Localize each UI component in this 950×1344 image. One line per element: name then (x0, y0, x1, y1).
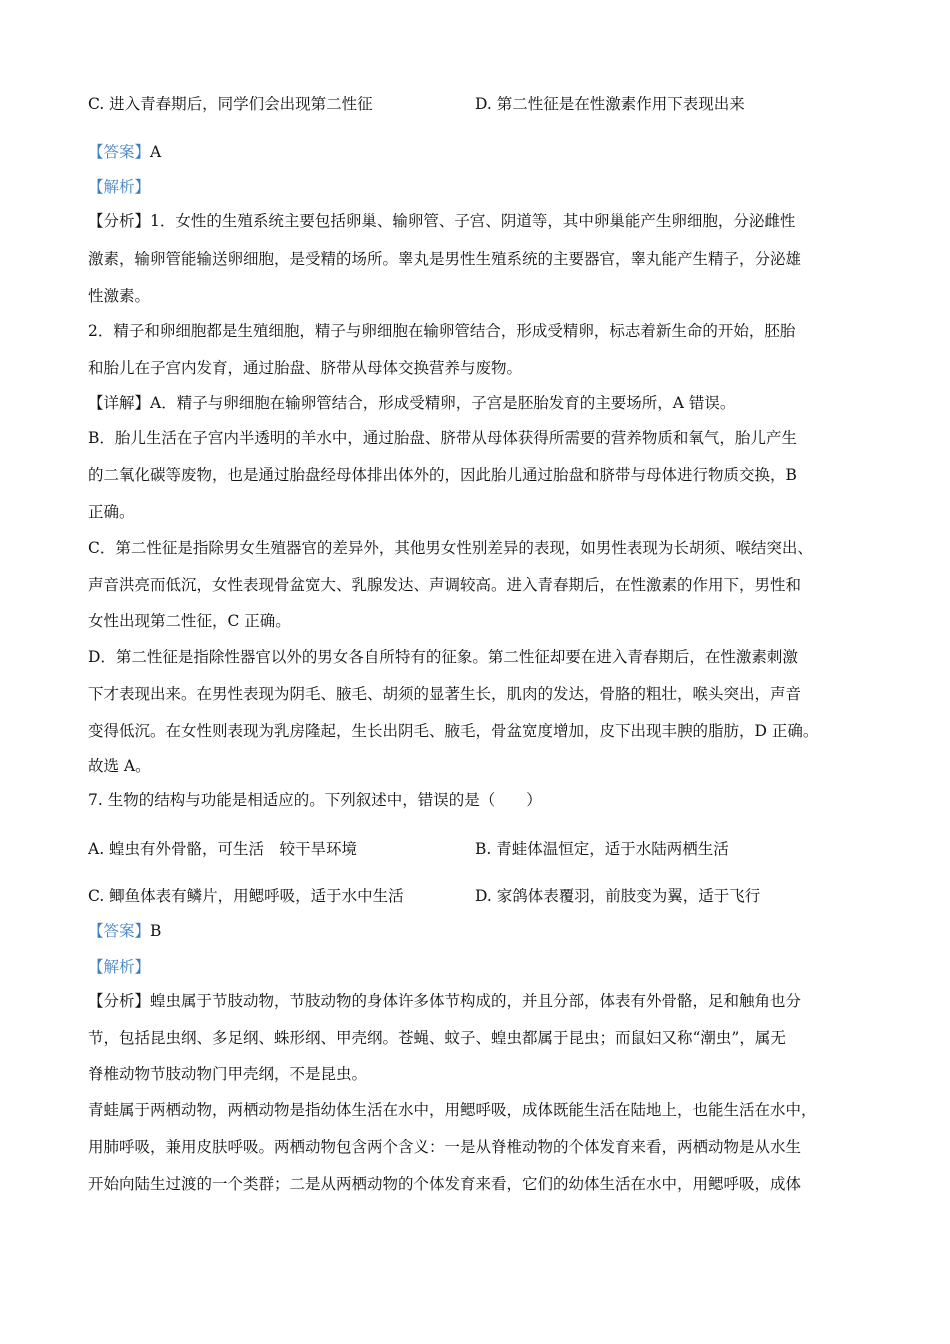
analysis-line: 变得低沉。在女性则表现为乳房隆起，生长出阴毛、腋毛，骨盆宽度增加，皮下出现丰腴的脂肪，D 正确。 (88, 722, 819, 740)
option-c: C. 鲫鱼体表有鳞片，用鳃呼吸，适于水中生活 (88, 887, 404, 905)
analysis-line: 节，包括昆虫纲、多足纲、蛛形纲、甲壳纲。苍蝇、蚊子、蝗虫都属于昆虫；而鼠妇又称“潮虫”，属无 (88, 1029, 786, 1047)
option-row (88, 886, 868, 906)
option-b: B. 青蛙体温恒定，适于水陆两栖生活 (475, 840, 729, 858)
analysis-line: 【详解】A．精子与卵细胞在输卵管结合，形成受精卵，子宫是胚胎发育的主要场所，A 错误。 (88, 394, 736, 412)
analysis-line: 下才表现出来。在男性表现为阴毛、腋毛、胡须的显著生长，肌肉的发达，骨胳的粗壮，喉头突出，声音 (88, 685, 802, 703)
analysis-line: 女性出现第二性征，C 正确。 (88, 612, 291, 630)
analysis-line: 性激素。 (88, 287, 151, 305)
answer-tag: 【答案】 (88, 143, 151, 161)
analysis-line: C．第二性征是指除男女生殖器官的差异外，其他男女性别差异的表现，如男性表现为长胡须、喉结突出、 (88, 539, 813, 557)
analysis-line: 【分析】蝗虫属于节肢动物，节肢动物的身体许多体节构成的，并且分部，体表有外骨骼，足和触角也分 (88, 992, 802, 1010)
analysis-line: 用肺呼吸，兼用皮肤呼吸。两栖动物包含两个含义：一是从脊椎动物的个体发育来看，两栖动物是从水生 (88, 1138, 802, 1156)
analysis-tag: 【解析】 (88, 958, 151, 976)
analysis-line: 脊椎动物节肢动物门甲壳纲，不是昆虫。 (88, 1065, 368, 1083)
answer-value: B (150, 922, 162, 940)
analysis-line: 2．精子和卵细胞都是生殖细胞，精子与卵细胞在输卵管结合，形成受精卵，标志着新生命的开始，胚胎 (88, 322, 796, 340)
analysis-line: 声音洪亮而低沉，女性表现骨盆宽大、乳腺发达、声调较高。进入青春期后，在性激素的作用下，男性和 (88, 576, 802, 594)
analysis-line: 的二氧化碳等废物，也是通过胎盘经母体排出体外的，因此胎儿通过胎盘和脐带与母体进行物质交换，B (88, 466, 797, 484)
option-row (88, 94, 868, 114)
option-c: C. 进入青春期后，同学们会出现第二性征 (88, 95, 373, 113)
analysis-line: 【分析】1．女性的生殖系统主要包括卵巢、输卵管、子宫、阴道等，其中卵巢能产生卵细胞，分泌雌性 (88, 212, 796, 230)
answer-line (88, 142, 868, 162)
option-row (88, 839, 868, 859)
analysis-line: 和胎儿在子宫内发育，通过胎盘、脐带从母体交换营养与废物。 (88, 359, 523, 377)
question-stem: 7. 生物的结构与功能是相适应的。下列叙述中，错误的是（ ） (88, 791, 542, 809)
analysis-line: D．第二性征是指除性器官以外的男女各自所特有的征象。第二性征却要在进入青春期后，在性激素刺激 (88, 648, 798, 666)
option-d: D. 第二性征是在性激素作用下表现出来 (475, 95, 745, 113)
analysis-line: 开始向陆生过渡的一个类群；二是从两栖动物的个体发育来看，它们的幼体生活在水中，用鳃呼吸，成体 (88, 1175, 802, 1193)
answer-value: A (150, 143, 162, 161)
analysis-line: 正确。 (88, 503, 135, 521)
answer-line (88, 921, 868, 941)
analysis-line: 故选 A。 (88, 757, 151, 775)
option-a: A. 蝗虫有外骨骼，可生活 较干旱环境 (88, 840, 358, 858)
option-d: D. 家鸽体表覆羽，前肢变为翼，适于飞行 (475, 887, 761, 905)
analysis-line: 青蛙属于两栖动物，两栖动物是指幼体生活在水中，用鳃呼吸，成体既能生活在陆地上，也能生活在水中， (88, 1101, 817, 1119)
analysis-tag: 【解析】 (88, 178, 151, 196)
answer-tag: 【答案】 (88, 922, 151, 940)
analysis-line: B．胎儿生活在子宫内半透明的羊水中，通过胎盘、脐带从母体获得所需要的营养物质和氧气，胎儿产生 (88, 429, 797, 447)
analysis-line: 激素，输卵管能输送卵细胞，是受精的场所。睾丸是男性生殖系统的主要器官，睾丸能产生精子，分泌雄 (88, 250, 802, 268)
